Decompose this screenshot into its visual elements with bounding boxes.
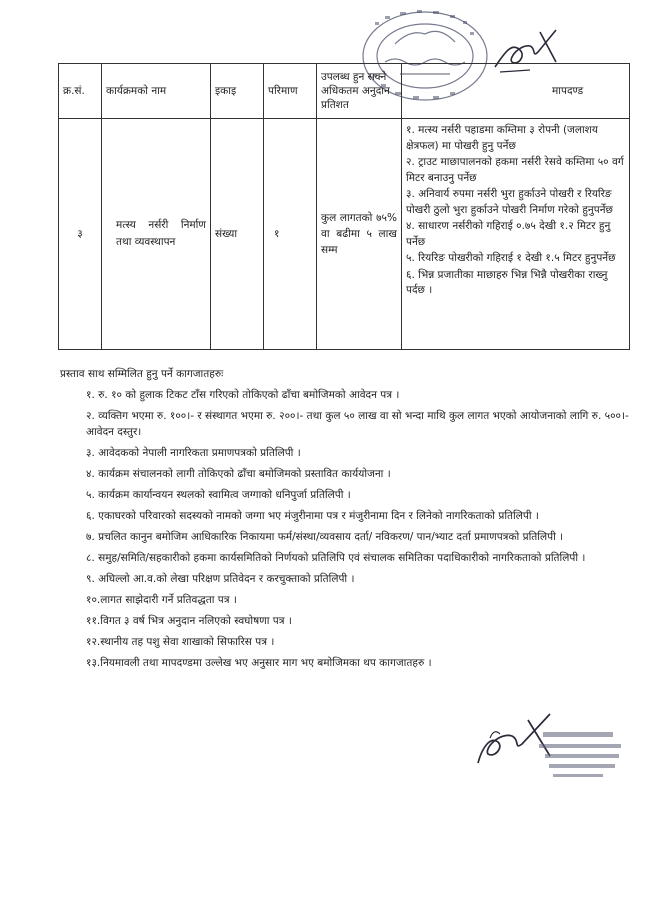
criteria-item: ५. रियरिङ पोखरीको गहिराई १ देखी १.५ मिटर हुनुपर्नेछ: [406, 252, 616, 264]
program-table: [58, 63, 630, 350]
header-program-name: कार्यक्रमको नाम: [102, 64, 211, 119]
header-max-grant: उपलब्ध हुन सक्ने अधिकतम अनुदान प्रतिशत: [317, 64, 402, 119]
cell-program-name: मत्स्य नर्सरी निर्माण तथा व्यवस्थापन: [102, 119, 211, 350]
list-item: १२.स्थानीय तह पशु सेवा शाखाको सिफारिस पत्र ।: [86, 636, 275, 648]
criteria-item: १. मत्स्य नर्सरी पहाडमा कम्तिमा ३ रोपनी (जलाशय क्षेत्रफल) मा पोखरी हुनु पर्नेछ: [406, 124, 598, 152]
list-item: १. रु. १० को हुलाक टिकट टाँस गरिएको तोकिएको ढाँचा बमोजिमको आवेदन पत्र ।: [86, 389, 400, 401]
list-item: ४. कार्यक्रम संचालनको लागी तोकिएको ढाँचा बमोजिमको प्रस्तावित कार्ययोजना ।: [86, 468, 391, 480]
cell-quantity: १: [264, 119, 317, 350]
criteria-item: २. ट्राउट माछापालनको हकमा नर्सरी रेसवे कम्तिमा ५० वर्ग मिटर बनाउनु पर्नेछ: [406, 156, 624, 184]
list-item: २. व्यक्तिग भएमा रु. १००।- र संस्थागत भएमा रु. २००।- तथा कुल ५० लाख वा सो भन्दा माथि कुल लागत भएको आयोजनाको लागि रु. ५००।- आवेदन दस्तुर।: [86, 410, 629, 438]
list-item: ९. अघिल्लो आ.व.को लेखा परिक्षण प्रतिवेदन र करचुक्ताको प्रतिलिपी ।: [86, 573, 355, 585]
list-item: ७. प्रचलित कानुन बमोजिम आधिकारिक निकायमा फर्म/संस्था/व्यवसाय दर्ता/ नविकरण/ पान/भ्याट दर्ता प्रमाणपत्रको प्रतिलिपी ।: [86, 531, 564, 543]
list-item: ११.विगत ३ वर्ष भित्र अनुदान नलिएको स्वघोषणा पत्र ।: [86, 615, 292, 627]
header-criteria: मापदण्ड: [402, 64, 630, 119]
list-item: ३. आवेदकको नेपाली नागरिकता प्रमाणपत्रको प्रतिलिपी ।: [86, 447, 301, 459]
criteria-item: ३. अनिवार्य रुपमा नर्सरी भुरा हुर्काउने पोखरी र रियरिङ पोखरी ठुलो भुरा हुर्काउने पोखरी निर्माण गरेको हुनुपर्नेछ: [406, 188, 613, 216]
required-documents-title: प्रस्ताव साथ सम्मिलित हुनु पर्ने कागजातहरुः: [60, 368, 224, 380]
table-row: [59, 119, 630, 350]
table-header-row: [59, 64, 630, 119]
header-sn: क्र.सं.: [59, 64, 102, 119]
list-item: १३.नियमावली तथा मापदण्डमा उल्लेख भए अनुसार माग भए बमोजिमका थप कागजातहरु ।: [86, 657, 432, 669]
list-item: १०.लागत साझेदारी गर्ने प्रतिवद्धता पत्र ।: [86, 594, 237, 606]
header-quantity: परिमाण: [264, 64, 317, 119]
criteria-item: ४. साधारण नर्सरीको गहिराई ०.७५ देखी १.२ मिटर हुनु पर्नेछ: [406, 220, 611, 248]
criteria-item: ६. भिन्न प्रजातीका माछाहरु भिन्न भिन्नै पोखरीका राख्नु पर्दछ ।: [406, 268, 608, 296]
cell-unit: संख्या: [211, 119, 264, 350]
list-item: ६. एकाघरको परिवारको सदस्यको नामको जग्गा भए मंजुरीनामा पत्र र मंजुरीनामा दिन र लिनेको नागरिकताको प्रतिलिपी ।: [86, 510, 539, 522]
list-item: ५. कार्यक्रम कार्यान्वयन स्थलको स्वामित्व जग्गाको धनिपुर्जा प्रतिलिपी ।: [86, 489, 351, 501]
official-designation-stamp: [535, 722, 635, 792]
required-documents-section: [58, 367, 638, 676]
cell-criteria: [402, 119, 630, 350]
list-item: ८. समुह/समिति/सहकारीको हकमा कार्यसमितिको निर्णयको प्रतिलिपि एवं संचालक समितिका पदाधिकारीको नागरिकताको प्रतिलिपी ।: [86, 552, 586, 564]
cell-max-grant: कुल लागतको ७५% वा बढीमा ५ लाख सम्म: [317, 119, 402, 350]
header-unit: इकाइ: [211, 64, 264, 119]
cell-sn: ३: [59, 119, 102, 350]
